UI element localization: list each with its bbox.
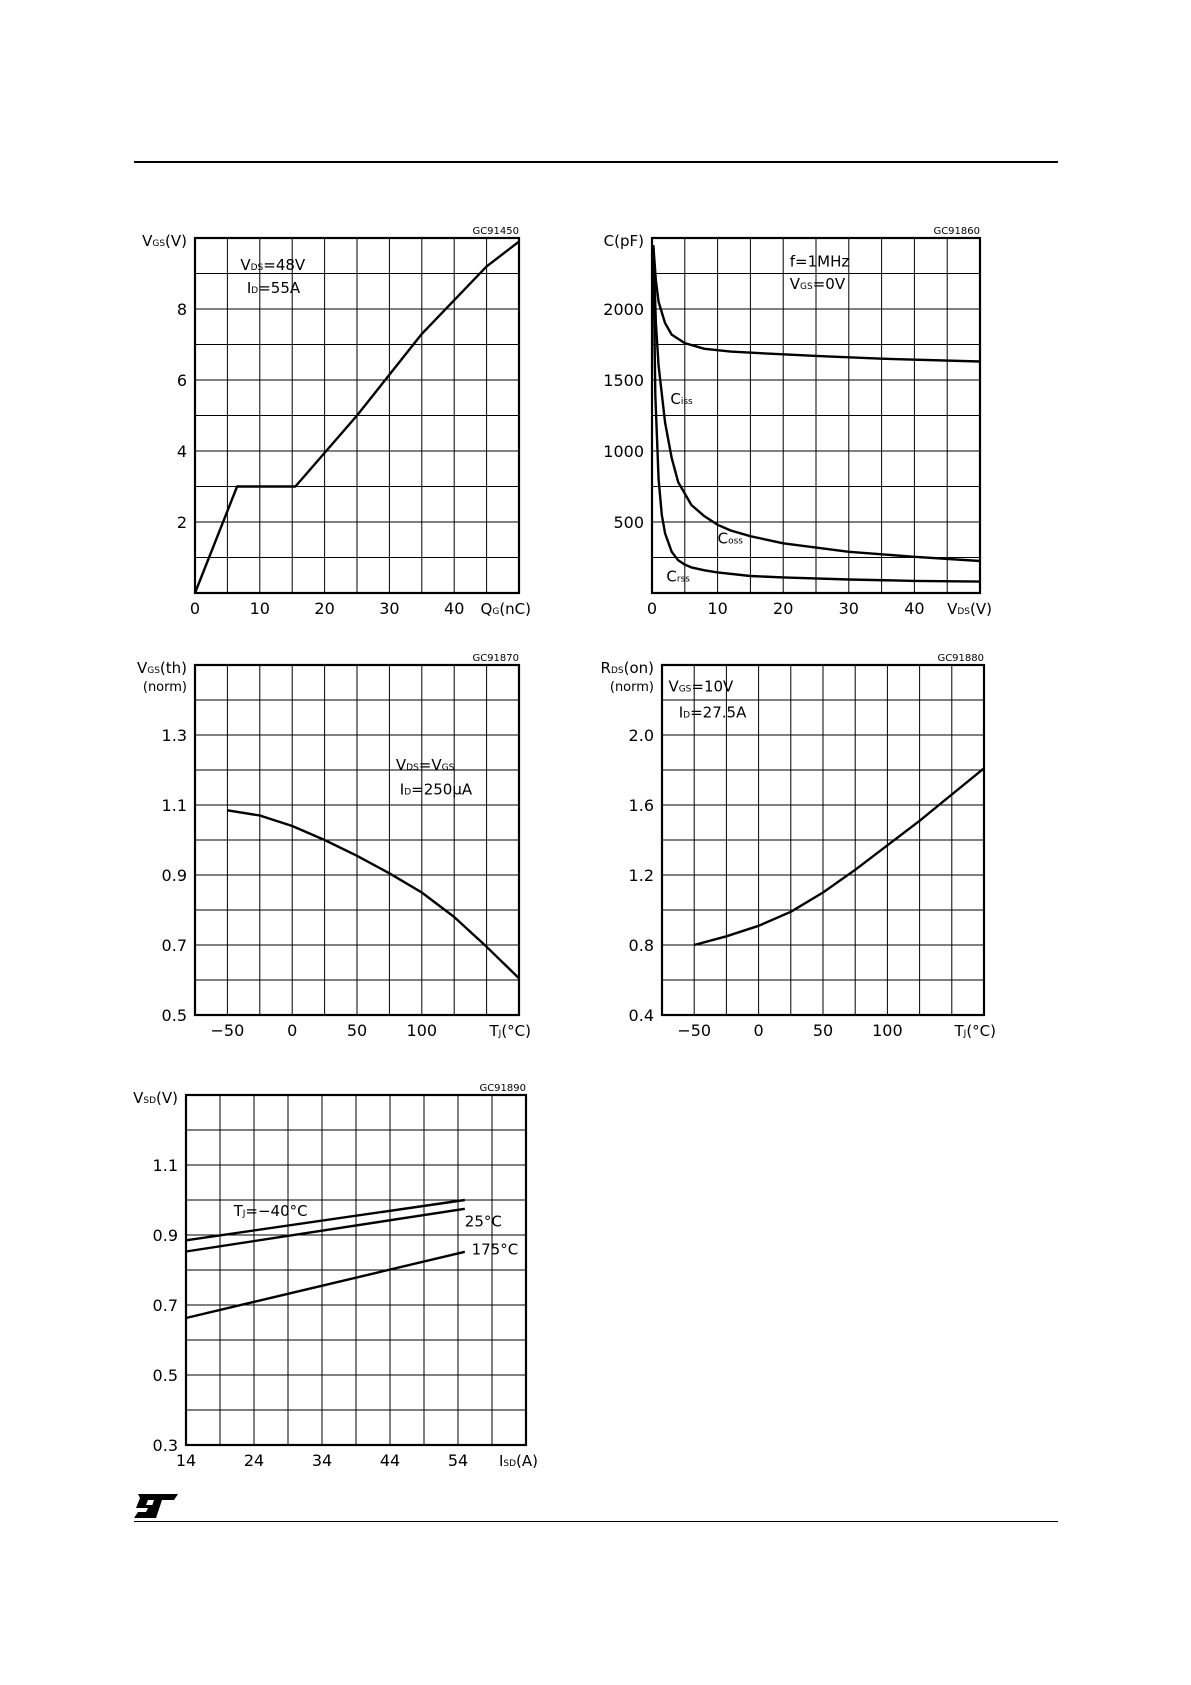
series-line (653, 245, 980, 581)
chart-gate-charge (142, 226, 531, 618)
x-tick-label: 0 (189, 599, 201, 618)
x-tick-label: 34 (311, 1451, 333, 1470)
x-axis-label: TJ(°C) (489, 1022, 531, 1040)
annotation: VGS=10V (668, 677, 734, 696)
y-tick-label: 500 (613, 513, 644, 532)
x-tick-label: 14 (175, 1451, 197, 1470)
chart-code: GC91860 (933, 226, 980, 237)
y-tick-label: 8 (176, 300, 187, 319)
x-axis-label: ISD(A) (498, 1452, 538, 1470)
x-tick-label: −50 (677, 1021, 712, 1040)
y-tick-label: 0.4 (628, 1006, 654, 1025)
series-label: 25°C (464, 1212, 502, 1231)
y-tick-label: 0.3 (152, 1436, 178, 1455)
chart-source-drain (133, 1083, 538, 1470)
series-label: 175°C (471, 1240, 519, 1259)
y-tick-label: 4 (176, 442, 187, 461)
y-tick-label: 1.6 (628, 796, 654, 815)
y-axis-label: RDS(on) (600, 659, 654, 677)
annotation: VGS=0V (789, 275, 846, 294)
y-tick-label: 0.8 (628, 936, 654, 955)
x-tick-label: 30 (379, 599, 400, 618)
annotation: ID=250μA (399, 780, 473, 799)
x-tick-label: 30 (838, 599, 859, 618)
y-axis-note: (norm) (142, 680, 187, 695)
x-tick-label: 0 (753, 1021, 764, 1040)
chart-code: GC91870 (472, 653, 519, 664)
y-axis-label: C(pF) (603, 232, 644, 250)
chart-code: GC91880 (937, 653, 984, 664)
chart-rds-on (601, 653, 996, 1040)
x-tick-label: 50 (812, 1021, 834, 1040)
x-tick-label: 50 (346, 1021, 368, 1040)
x-axis-label: TJ(°C) (954, 1022, 996, 1040)
annotation: ID=55A (246, 279, 301, 298)
y-tick-label: 0.7 (152, 1296, 178, 1315)
y-tick-label: 1.1 (152, 1156, 178, 1175)
annotation: VDS=VGS (395, 756, 455, 774)
x-tick-label: 10 (707, 599, 728, 618)
x-tick-label: 20 (773, 599, 794, 618)
x-axis-label: VDS(V) (947, 600, 992, 618)
y-tick-label: 0.5 (152, 1366, 178, 1385)
x-tick-label: 0 (646, 599, 658, 618)
chart-vgs-threshold (137, 653, 531, 1040)
series-label: Crss (666, 567, 690, 586)
series-line (186, 1200, 465, 1240)
y-tick-label: 0.5 (161, 1006, 187, 1025)
x-tick-label: 10 (249, 599, 270, 618)
x-tick-label: 44 (379, 1451, 401, 1470)
series-label: Coss (717, 529, 743, 548)
series-line (694, 768, 984, 945)
annotation: f=1MHz (789, 252, 850, 271)
y-tick-label: 2000 (603, 300, 644, 319)
x-tick-label: 20 (314, 599, 335, 618)
x-tick-label: 100 (872, 1021, 903, 1040)
y-tick-label: 0.9 (152, 1226, 178, 1245)
y-tick-label: 1.3 (161, 726, 187, 745)
y-tick-label: 0.7 (161, 936, 187, 955)
y-axis-label: VGS(th) (136, 659, 187, 677)
series-line (186, 1252, 465, 1318)
y-tick-label: 2 (176, 513, 187, 532)
x-axis-label: QG(nC) (480, 600, 531, 618)
brand-text: ST (132, 1490, 134, 1491)
chart-code: GC91890 (479, 1083, 526, 1094)
x-tick-label: 24 (243, 1451, 265, 1470)
y-axis-label: VSD(V) (133, 1089, 178, 1107)
annotation: ID=27.5A (678, 703, 747, 722)
x-tick-label: 0 (287, 1021, 298, 1040)
y-tick-label: 6 (176, 371, 187, 390)
y-tick-label: 1.1 (161, 796, 187, 815)
x-tick-label: 100 (406, 1021, 438, 1040)
y-tick-label: 2.0 (628, 726, 654, 745)
series-label: TJ=−40°C (233, 1201, 308, 1220)
y-tick-label: 0.9 (161, 866, 187, 885)
y-tick-label: 1500 (603, 371, 644, 390)
series-line (186, 1209, 465, 1252)
series-line (227, 810, 519, 978)
x-tick-label: 40 (904, 599, 925, 618)
x-tick-label: 40 (444, 599, 465, 618)
x-tick-label: 54 (447, 1451, 469, 1470)
annotation: VDS=48V (240, 255, 306, 274)
chart-code: GC91450 (472, 226, 519, 237)
series-label: Ciss (670, 390, 693, 409)
chart-capacitance (603, 226, 992, 618)
y-axis-label: VGS(V) (142, 232, 187, 250)
x-tick-label: −50 (210, 1021, 245, 1040)
y-axis-note: (norm) (609, 680, 654, 695)
y-tick-label: 1.2 (628, 866, 654, 885)
y-tick-label: 1000 (603, 442, 644, 461)
